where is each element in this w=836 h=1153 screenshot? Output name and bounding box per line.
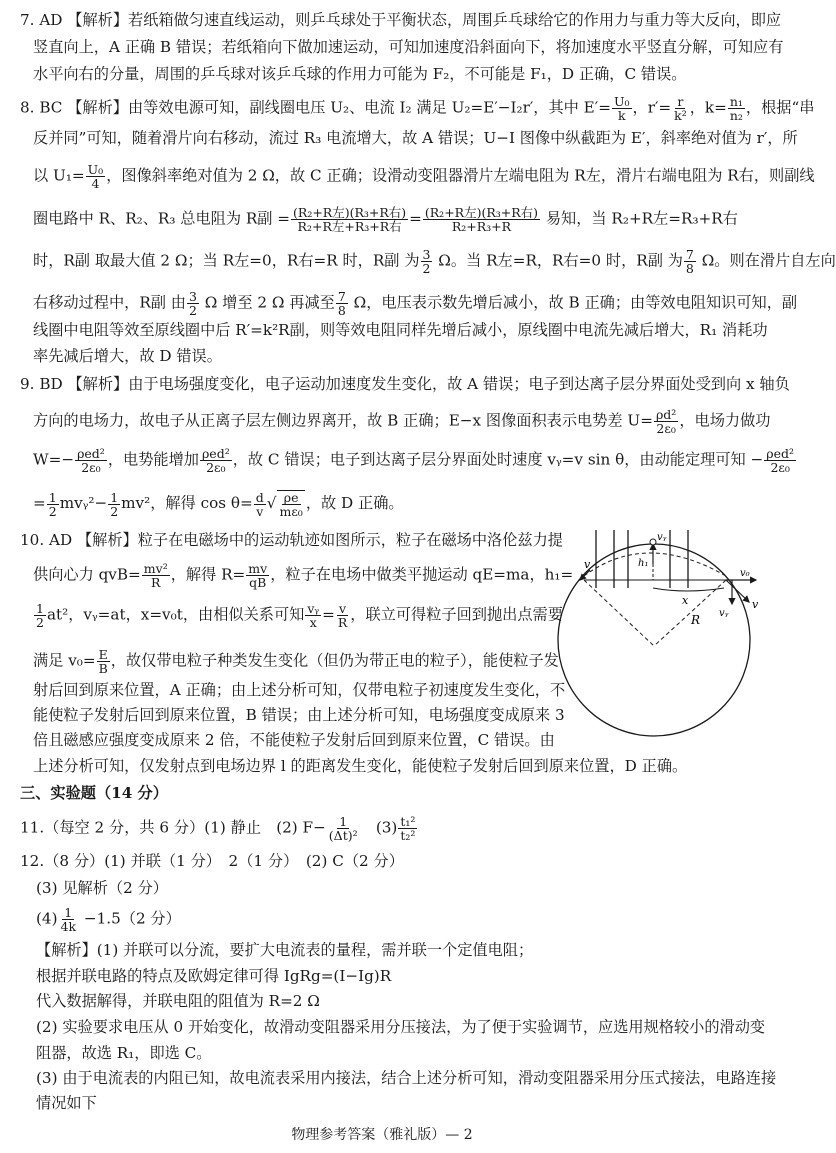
q8-line-3: 以 U₁= $\frac{\text{U₀}}{4}$ ，图像斜率绝对值为 2 Ω，故 C 正确；设滑动变阻器滑片左端电阻为 R左，滑片右端电阻为 R右，则副线 [33, 162, 815, 191]
q10-line-6: 能使粒子发射后回到原来位置，B 错误；由上述分析可知，电场强度变成原来 3 [33, 706, 565, 724]
label-v0: v₀ [740, 568, 750, 579]
q7-line-2: 竖直向上，A 正确 B 错误；若纸箱向下做加速运动，可知加速度沿斜面向下，将加速度水平竖直分解，可知应有 [33, 38, 784, 56]
sqrt-sign: √ [266, 494, 277, 512]
page-footer: 物理参考答案（雅礼版）— 2 [291, 1127, 473, 1143]
q12-line-8: 阻器，故选 R₁，即选 C。 [36, 1044, 212, 1062]
q12-line-3: (4) $\frac{1}{4k}$ −1.5（2 分） [36, 905, 181, 934]
q12-line-4: 【解析】(1) 并联可以分流，要扩大电流表的量程，需并联一个定值电阻； [36, 941, 534, 959]
q10-line-3: $\frac{1}{2}$ at²，vᵧ=at，x=v₀t，由相似关系可知 $\frac{\text{vᵧ}}{x}$ = $\frac{v}{R}$ ，联立可得粒子回到抛出点需要 [36, 601, 563, 630]
q9-line-1: 9. BD 【解析】由于电场强度变化，电子运动加速度发生变化，故 A 错误；电子到达离子层分界面处受到向 x 轴负 [20, 375, 790, 393]
q10-line-4: 满足 v₀= $\frac{E}{B}$ ，故仅带电粒子种类发生变化（但仍为带正电的粒子），能使粒子发 [33, 647, 559, 676]
q8-line-8: 率先减后增大，故 D 错误。 [33, 347, 222, 365]
particle-dot [650, 539, 656, 545]
label-v-left: v [584, 558, 591, 571]
section-heading: 三、实验题（14 分） [20, 784, 168, 802]
q12-line-1: 12.（8 分）(1) 并联（1 分） 2（1 分） (2) C（2 分） [20, 852, 404, 870]
q8-line-2: 反并同”可知，随着滑片向右移动，流过 R₃ 电流增大，故 A 错误；U−I 图像中纵截距为 E′，斜率绝对值为 r′，所 [33, 129, 798, 147]
q10-line-8: 上述分析可知，仅发射点到电场边界 l 的距离发生变化，能使粒子发射后回到原来位置，D 正确。 [33, 757, 688, 775]
q7-line-1: 7. AD 【解析】若纸箱做匀速直线运动，则乒乓球处于平衡状态，周围乒乓球给它的作用力与重力等大反向，即应 [20, 11, 782, 29]
q12-line-9: (3) 由于电流表的内阻已知，故电流表采用内接法，结合上述分析可知，滑动变阻器采用分压式接法，电路连接 [36, 1069, 777, 1087]
trajectory-figure [556, 528, 761, 758]
q8-line-4: 圈电路中 R、R₂、R₃ 总电阻为 R副 = $\frac{\text{(R₂+R左)(R₃+R右)}}{\text{R₂+R左+R₃+R右}}$ = $\frac{\text{(R₂+R左)(R₃+R右)}}{\text{R₂+R₃+R}}$ 易知，当 R₂+R左=R₃+R右 [33, 205, 738, 234]
q12-line-5: 根据并联电路的特点及欧姆定律可得 IgRg=(I−Ig)R [36, 967, 392, 985]
label-x: x [682, 594, 689, 607]
q9-line-3: W=− $\frac{\text{ρed²}}{\text{2ε₀}}$ ，电势能增加 $\frac{\text{ρed²}}{\text{2ε₀}}$ ，故 C 错误；电子到达离子层分界面处时速度 vᵧ=v sin θ，由动能定理可知 − $\frac{\text{ρed²}}{\text{2ε₀}}$ [33, 446, 795, 475]
q9-line-4: = $\frac{1}{2}$ mvᵧ²− $\frac{1}{2}$ mv²，解得 cos θ= $\frac{d}{v}$ √ $\frac{\rho e}{\text{mε₀}}$ ，故 D 正确。 [33, 489, 404, 519]
q8-line-5: 时，R副 取最大值 2 Ω；当 R左=0，R右=R 时，R副 为 $\frac{3}{2}$ Ω。当 R左=R，R右=0 时，R副 为 $\frac{7}{8}$ Ω。则在滑片自左向 [33, 247, 836, 276]
label-R: R [691, 613, 701, 627]
q10-line-7: 倍且磁感应强度变成原来 2 倍，不能使粒子发射后回到原来位置，C 错误。由 [33, 731, 555, 749]
x-bracket [653, 588, 724, 591]
q12-line-2: (3) 见解析（2 分） [36, 879, 168, 897]
q8-line-6: 右移动过程中，R副 由 $\frac{3}{2}$ Ω 增至 2 Ω 再减至 $\frac{7}{8}$ Ω，电压表示数先增后减小，故 B 正确；由等效电阻知识可知，副 [33, 289, 798, 318]
label-vy-right: vᵧ [719, 608, 729, 619]
label-vy-top: vᵧ [657, 532, 667, 543]
q10-line-2: 供向心力 qvB= $\frac{\text{mv²}}{R}$ ，解得 R= $\frac{mv}{qB}$ ，粒子在电场中做类平抛运动 qE=ma，h₁= [33, 561, 574, 590]
label-h1: h₁ [638, 558, 649, 569]
q7-line-3: 水平向右的分量，周围的乒乓球对该乒乓球的作用力可能为 F₂，不可能是 F₁，D 正确，C 错误。 [33, 65, 687, 83]
q8-line-1: 8. BC 【解析】由等效电源可知，副线圈电压 U₂、电流 I₂ 满足 U₂=E′−I₂r′，其中 E′= $\frac{\text{U₀}}{k}$ ，r′= $\frac{r}{\text{k²}}$ ，k= $\frac{\text{n₁}}{\text{n₂}}$ ，根据“串 [20, 94, 815, 123]
q8-line-7: 线圈中电阻等效至原线圈中后 R′=k²R副，则等效电阻同样先增后减小，原线圈中电流先减后增大，R₁ 消耗功 [33, 321, 768, 339]
q12-line-10: 情况如下 [36, 1094, 97, 1112]
q12-line-7: (2) 实验要求电压从 0 开始变化，故滑动变阻器采用分压接法，为了便于实验调节，应选用规格较小的滑动变 [36, 1018, 766, 1036]
v-arrow-left [580, 570, 590, 580]
radius-line-left [584, 580, 654, 646]
label-v-right: v [752, 598, 759, 611]
q10-line-1: 10. AD 【解析】粒子在电磁场中的运动轨迹如图所示，粒子在磁场中洛伦兹力提 [20, 531, 563, 549]
q10-line-5: 射后回到原来位置，A 正确；由上述分析可知，仅带电粒子初速度发生变化，不 [33, 681, 566, 699]
v-arrow-right [726, 580, 749, 602]
q12-line-6: 代入数据解得，并联电阻的阻值为 R=2 Ω [36, 992, 320, 1010]
q11-line: 11.（每空 2 分，共 6 分）(1) 静止 (2) F− $\frac{1}{\text{(Δt)²}}$ (3) $\frac{\text{t₁²}}{\text{t₂²}}$ [20, 814, 416, 843]
q9-line-2: 方向的电场力，故电子从正离子层左侧边界离开，故 B 正确；E−x 图像面积表示电势差 U= $\frac{\text{ρd²}}{\text{2ε₀}}$ ，电场力做功 [33, 407, 771, 436]
trajectory-arc [584, 553, 726, 576]
